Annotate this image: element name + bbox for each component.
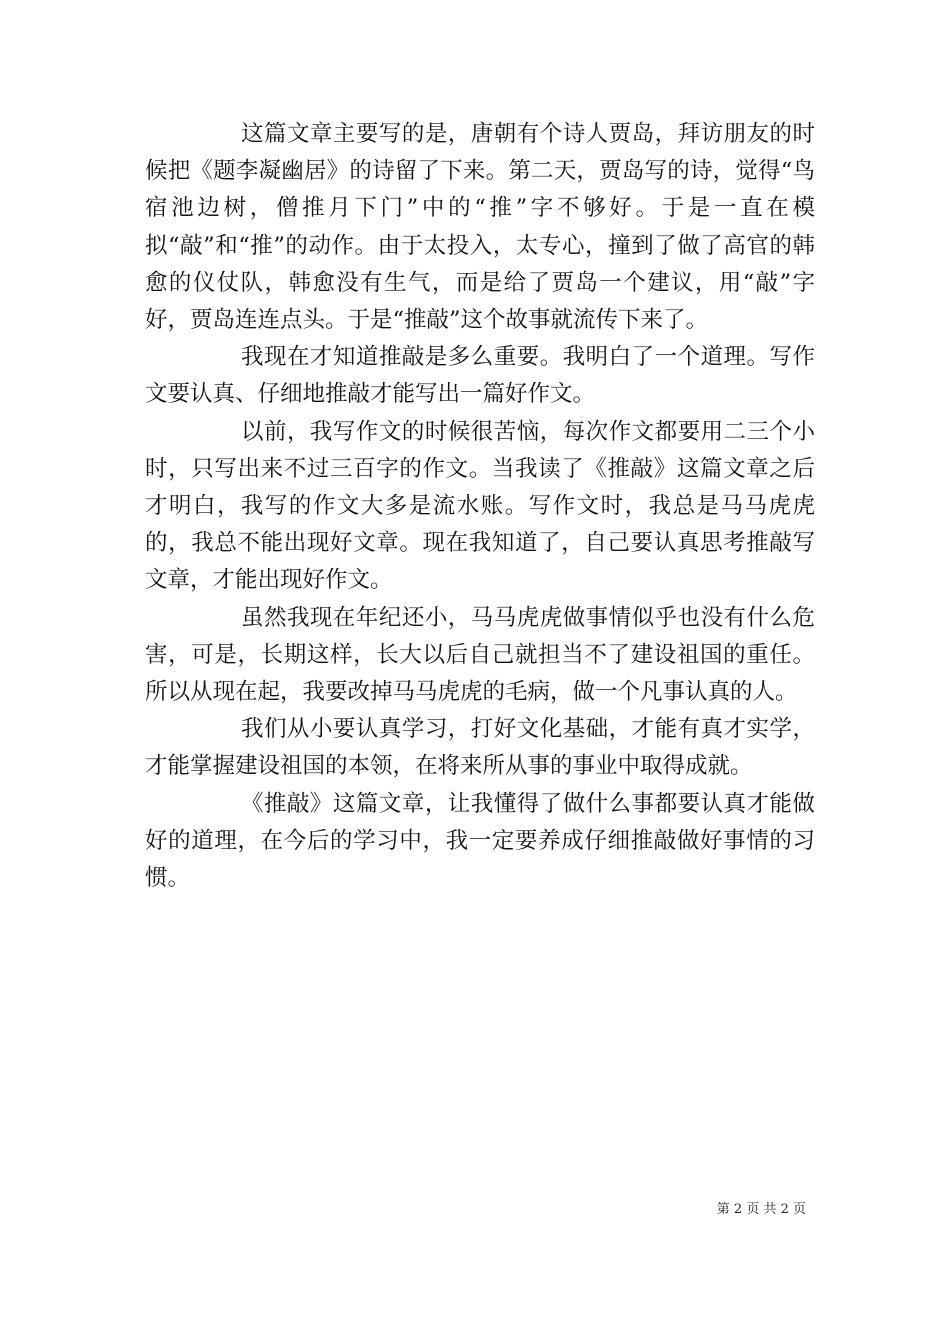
paragraph-3: 以前，我写作文的时候很苦恼，每次作文都要用二三个小时，只写出来不过三百字的作文。当我读了《推敲》这篇文章之后才明白，我写的作文大多是流水账。写作文时，我总是马马虎虎的，我总不能出现好文章。现在我知道了，自己要认真思考推敲写文章，才能出现好作文。: [145, 418, 815, 594]
paragraph-6: 《推敲》这篇文章，让我懂得了做什么事都要认真才能做好的道理，在今后的学习中，我一定要养成仔细推敲做好事情的习惯。: [145, 790, 815, 892]
page-number-footer: 第 2 页 共 2 页: [716, 1202, 806, 1217]
paragraph-2: 我现在才知道推敲是多么重要。我明白了一个道理。写作文要认真、仔细地推敲才能写出一篇好作文。: [145, 344, 815, 408]
paragraph-4: 虽然我现在年纪还小，马马虎虎做事情似乎也没有什么危害，可是，长期这样，长大以后自己就担当不了建设祖国的重任。所以从现在起，我要改掉马马虎虎的毛病，做一个凡事认真的人。: [145, 604, 815, 706]
paragraph-5: 我们从小要认真学习，打好文化基础，才能有真才实学，才能掌握建设祖国的本领，在将来所从事的事业中取得成就。: [145, 716, 815, 780]
paragraph-1: 这篇文章主要写的是，唐朝有个诗人贾岛，拜访朋友的时候把《题李凝幽居》的诗留了下来。第二天，贾岛写的诗，觉得“鸟宿池边树，僧推月下门”中的“推”字不够好。于是一直在模拟“敲”和“推”的动作。由于太投入，太专心，撞到了做了高官的韩愈的仪仗队，韩愈没有生气，而是给了贾岛一个建议，用“敲”字好，贾岛连连点头。于是“推敲”这个故事就流传下来了。: [145, 121, 815, 334]
document-body: [145, 116, 815, 897]
